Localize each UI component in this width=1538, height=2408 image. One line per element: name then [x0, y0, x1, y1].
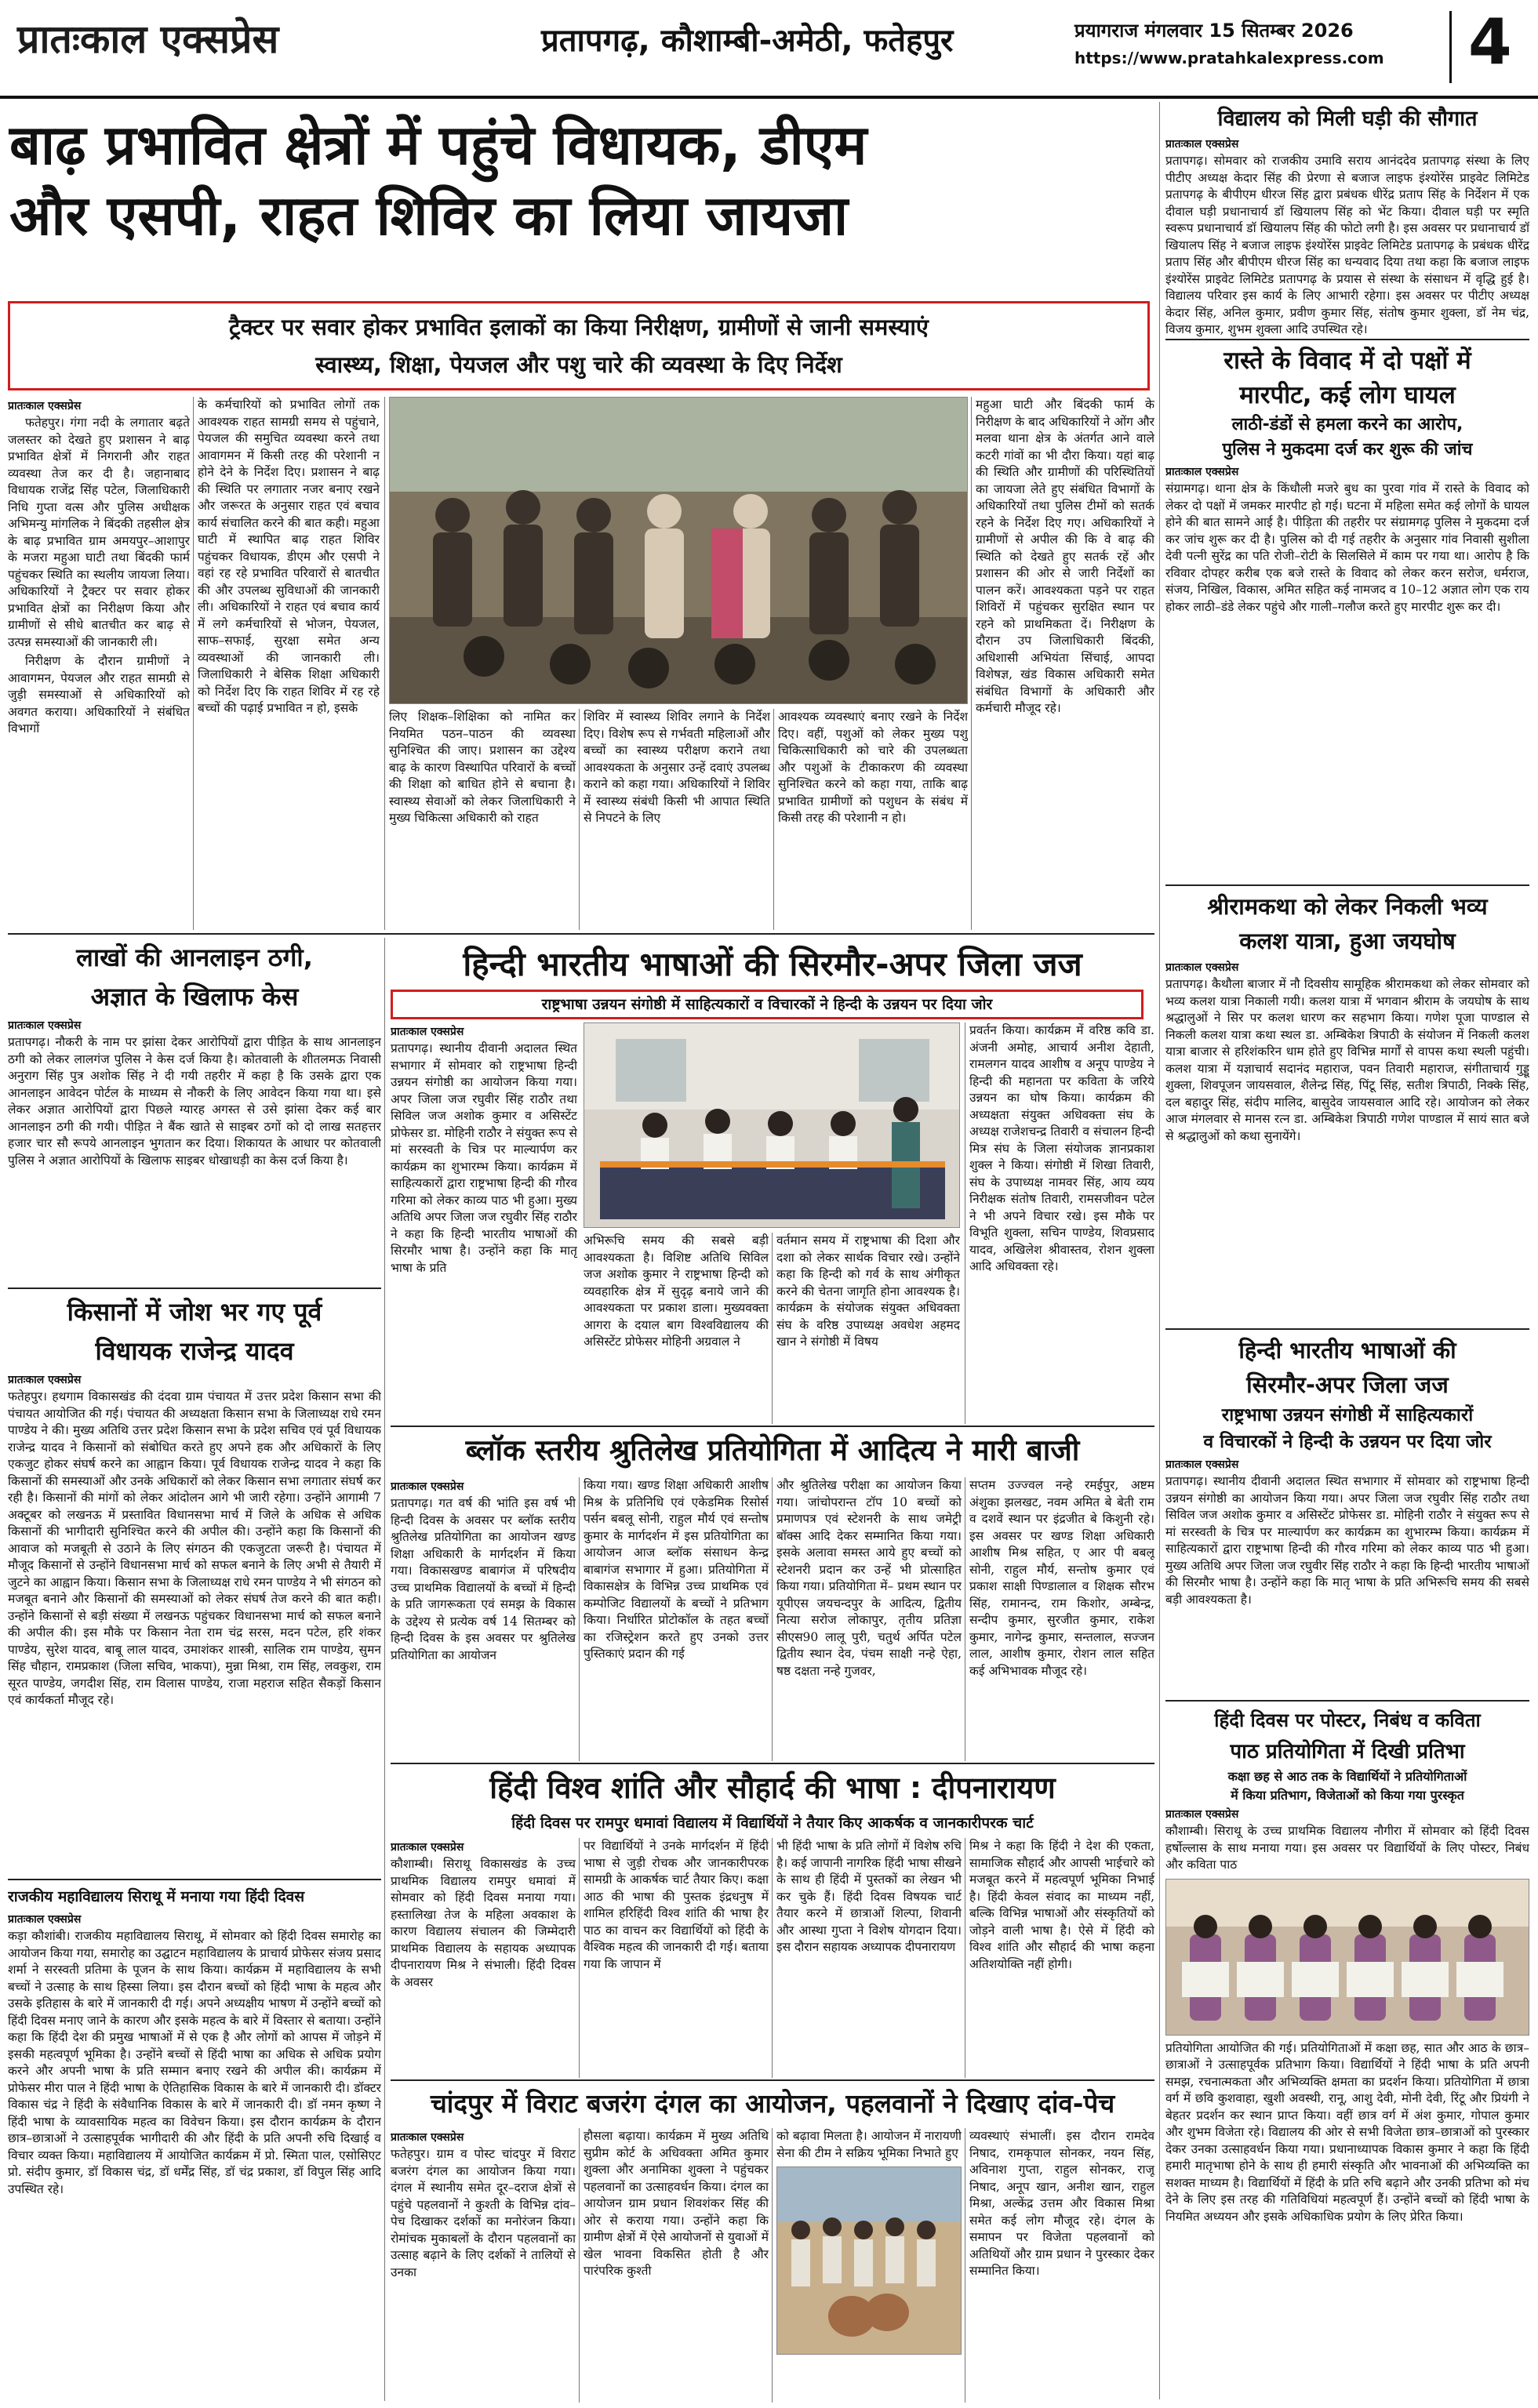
center-peace-text: मिश्र ने कहा कि हिंदी ने देश की एकता, सामाजिक सौहार्द और आपसी भाईचारे को मजबूत करने में महत्वपूर्ण भूमिका निभाई है। हिंदी केवल संवाद का माध्यम नहीं, बल्कि विभिन्न भाषाओं और संस्कृतियों को जोड़ने वाली भाषा है। ऐसे में हिंदी को विश्व शांति और सौहार्द की भाषा कहना अतिशयोक्ति नहीं होगी। [969, 1839, 1154, 1971]
lead-column-1 [8, 397, 190, 930]
center-wrestling-byline: प्रातःकाल एक्सप्रेस [391, 2131, 464, 2144]
story-rule [1165, 339, 1529, 340]
center-peace-col-3 [776, 1838, 962, 2078]
center-peace-col-1 [391, 1838, 576, 2078]
lead-deck-line1: ट्रैक्टर पर सवार होकर प्रभावित इलाकों का किया निरीक्षण, ग्रामीणों से जानी समस्याएं [229, 314, 929, 340]
right-poster-headline-2: पाठ प्रतियोगिता में दिखी प्रतिभा [1230, 1740, 1465, 1763]
lead-photo-illustration [390, 398, 968, 704]
masthead-paper-name: प्रातःकाल एक्सप्रेस [17, 16, 279, 62]
left-college-headline: राजकीय महाविद्यालय सिराथू में मनाया गया हिंदी दिवस [8, 1888, 305, 1905]
story-rule [8, 933, 1154, 935]
lead-deck-line2: स्वास्थ्य, शिक्षा, पेयजल और पशु चारे की व्यवस्था के दिए निर्देश [315, 351, 842, 378]
column-rule [193, 397, 194, 930]
right-poster-text-bottom: प्रतियोगिता आयोजित की गई। प्रतियोगिताओं में कक्षा छह, सात और आठ के छात्र–छात्राओं ने उत्साहपूर्वक प्रतिभाग किया। विद्यार्थियों ने हिंदी भाषा के प्रति अपनी समझ, रचनात्मकता और अभिव्यक्ति क्षमता का प्रदर्शन किया। प्रतियोगिता में छात्रा वर्ग में छवि कुशवाहा, खुशी अवस्थी, रानू, आशु देवी, मोनी देवी, रिंटू और प्रियंगी ने बेहतर प्रदर्शन कर स्थान प्राप्त किया। वहीं छात्र वर्ग में अंश कुमार, गोपाल कुमार और शुभम विजेता रहे। विद्यालय की ओर से सभी विजेता छात्र–छात्राओं को पुरस्कार देकर उनका उत्साहवर्धन किया गया। प्रधानाध्यापक विकास कुमार ने कहा कि हिंदी हमारी मातृभाषा होने के साथ ही हमारी संस्कृति और भावनाओं की अभिव्यक्ति का सशक्त माध्यम है। विद्यार्थियों में हिंदी के प्रति रुचि बढ़ाने और उनकी प्रतिभा को मंच देने के लिए इस तरह की गतिविधियां महत्वपूर्ण हैं। उन्होंने बच्चों को हिंदी भाषा के नियमित अध्ययन और इसके अधिकाधिक प्रयोग के लिए प्रेरित किया। [1165, 2040, 1529, 2224]
right-poster-story [1165, 1705, 1529, 2403]
story-rule [391, 1763, 1154, 1764]
lead-photo-caption-a [389, 709, 576, 930]
right-hindi-sub-2: व विचारकों ने हिन्दी के उन्नयन पर दिया जोर [1203, 1432, 1492, 1452]
right-fight-sub-1: लाठी-डंडों से हमला करने का आरोप, [1231, 415, 1463, 434]
lead-byline: प्रातःकाल एक्सप्रेस [8, 400, 82, 412]
column-rule [971, 397, 972, 930]
lead-column-2 [198, 397, 380, 930]
right-watch-text: प्रतापगढ़। सोमवार को राजकीय उमावि सराय आनंददेव प्रतापगढ़ संस्था के लिए पीटीए अध्यक्ष केदार सिंह की प्रेरणा से बजाज लाइफ इंश्योरेंस प्राइवेट लिमिटेड प्रतापगढ़ के बीपीएम धीरज सिंह द्वारा प्रबंधक धीरेंद्र प्रताप सिंह के निर्देशन में एक दीवाल घड़ी प्रधानाचार्य डॉ खियालप सिंह को भेंट किया। दीवाल घड़ी पर स्मृति स्वरूप प्रधानाचार्य डॉ खियालप सिंह की फोटो लगी है। इस अवसर पर प्रधानाचार्य डॉ खियालप सिंह ने बजाज लाइफ इंश्योरेंस प्राइवेट लिमिटेड प्रतापगढ़ के प्रबंधक धीरेंद्र प्रताप सिंह और बीपीएम धीरज सिंह का धन्यवाद दिया तथा कहा कि बजाज लाइफ इंश्योरेंस प्राइवेट लिमिटेड प्रतापगढ़ के प्रयास से संस्था के संसाधन में वृद्धि हुई है। विद्यालय परिवार इस कार्य के लिए आभारी रहेगा। इस अवसर पर पीटीए अध्यक्ष केदार सिंह, अनिल कुमार, प्रवीण कुमार सिंह, संतोष कुमार शुक्ला, डॉ नेम चंद्र, विजय कुमार, शुभम शुक्ला आदि उपस्थित रहे। [1165, 154, 1529, 336]
right-kalash-headline-1: श्रीरामकथा को लेकर निकली भव्य [1207, 893, 1488, 920]
center-block-col-3 [776, 1477, 962, 1761]
left-college-text: कड़ा कौशांबी। राजकीय महाविद्यालय सिराथू, में सोमवार को हिंदी दिवस समारोह का आयोजन किया गया, समारोह का उद्घाटन महाविद्यालय के प्राचार्य प्रोफेसर संजय प्रसाद शर्मा ने सरस्वती प्रतिमा के पूजन के साथ किया। कार्यक्रम में महाविद्यालय के सभी बच्चों ने उत्साह के साथ हिस्सा लिया। इस दौरान बच्चों को हिंदी भाषा के महत्व और उसके इतिहास के बारे में जानकारी दी गई। अपने अध्यक्षीय भाषण में उन्होंने बच्चों को हिंदी दिवस मनाए जाने के कारण और इसके महत्व के बारे में विस्तार से बताया। उन्होंने कहा कि हिंदी देश की प्रमुख भाषाओं में से एक है और लोगों को आपस में जोड़ने में इसकी महत्वपूर्ण भूमिका है। उन्होंने बच्चों से हिंदी भाषा का अधिक से अधिक प्रयोग करने और अपनी भाषा के प्रति सम्मान बनाए रखने की अपील की। कार्यक्रम में प्रोफेसर मीरा पाल ने हिंदी भाषा के ऐतिहासिक विकास के बारे में जानकारी दी। डॉक्टर विकास चंद्र ने हिंदी के संवैधानिक विकास के बारे में जानकारी दी। डॉ नमन कृष्ण ने हिंदी भाषा के व्यावसायिक महत्व का विवेचन किया। इस दौरान कार्यक्रम के दौरान छात्र–छात्राओं ने उत्साहपूर्वक भागीदारी की और हिंदी के प्रति अपनी रुचि दिखाई व विचार व्यक्त किया। महाविद्यालय में आयोजित कार्यक्रम में प्रो. स्मिता पाल, एसोसिएट प्रो. संदीप कुमार, डॉ विकास चंद्र, डॉ धर्मेंद्र सिंह, डॉ चंद्र प्रकाश, डॉ विपुल सिंह आदि उपस्थित रहे। [8, 1929, 381, 2196]
center-hindi-col-3 [776, 1233, 960, 1424]
column-rule [772, 1477, 773, 1761]
right-watch-headline: विद्यालय को मिली घड़ी की सौगात [1217, 107, 1478, 131]
page-column-rule [1159, 102, 1160, 2399]
right-hindi-headline-1: हिन्दी भारतीय भाषाओं की [1238, 1337, 1456, 1364]
center-hindi-text: प्रतापगढ़। स्थानीय दीवानी अदालत स्थित सभागार में सोमवार को राष्ट्रभाषा हिन्दी उन्नयन संगोष्ठी का आयोजन किया गया। अपर जिला जज रघुवीर सिंह राठौर तथा सिविल जज अशोक कुमार व असिस्टेंट प्रोफेसर डा. मोहिनी राठौर ने संयुक्त रूप से मां सरस्वती के चित्र पर माल्यार्पण कर कार्यक्रम का शुभारम्भ किया। कार्यक्रम में साहित्यकारों द्वारा राष्ट्रभाषा हिन्दी की गौरव गरिमा को लेकर काव्य पाठ भी हुआ। मुख्य अतिथि अपर जिला जज रघुवीर सिंह राठौर ने कहा कि हिन्दी भारतीय भाषाओं की सिरमौर भाषा है। उन्होंने कहा कि मातृ भाषा के प्रति [391, 1041, 577, 1275]
right-watch-byline: प्रातःकाल एक्सप्रेस [1165, 138, 1239, 151]
right-fight-story-continued [1165, 627, 1529, 883]
right-hindi-byline: प्रातःकाल एक्सप्रेस [1165, 1458, 1239, 1471]
lead-headline-line2: और एसपी, राहत शिविर का लिया जायजा [9, 183, 849, 248]
story-rule [1165, 1328, 1529, 1330]
masthead-page-number: 4 [1468, 5, 1512, 78]
center-wrestling-photo-illustration [777, 2167, 961, 2354]
story-rule [391, 1426, 1154, 1427]
center-peace-col-2 [584, 1838, 769, 2078]
right-poster-headline-1: हिंदी दिवस पर पोस्टर, निबंध व कविता [1214, 1709, 1481, 1731]
column-rule [772, 1233, 773, 1424]
right-kalash-text: प्रतापगढ़। कैथौला बाजार में नौ दिवसीय सामूहिक श्रीरामकथा को लेकर सोमवार को भव्य कलश यात्रा निकाली गयी। कलश यात्रा में भगवान श्रीराम के जयघोष के साथ श्रद्धालुओं ने सिर पर कलश धारण कर सहभाग किया। गणेश पूजा पाण्डाल से निकली कलश यात्रा कथा स्थल डा. अम्बिकेश त्रिपाठी के संयोजन में निकली कलश यात्रा बाजार से हरिशंकरिन धाम होते हुए विभिन्न मार्गों से वापस कथा स्थली पहुंची। कलश यात्रा में यज्ञाचार्य सदानंद महाराज, पवन तिवारी महाराज, संगीताचार्य गुड्डू शुक्ला, शिवपूजन जायसवाल, शैलेन्द्र सिंह, पिंटू सिंह, सतीश त्रिपाठी, निक्के सिंह, दल बहादुर सिंह, संदीप मालिद, बासुदेव जायसवाल आदि रहे। आयोजन को लेकर आज मंगलवार से मानस रत्न डा. अम्बिकेश त्रिपाठी गणेश पाण्डाल में सायं सात बजे से श्रद्धालुओं को कथा सुनायेंगे। [1165, 977, 1529, 1143]
column-rule [772, 1838, 773, 2078]
center-hindi-headline: हिन्दी भारतीय भाषाओं की सिरमौर-अपर जिला जज [463, 945, 1082, 983]
lead-photo [389, 397, 968, 704]
center-hindi-byline: प्रातःकाल एक्सप्रेस [391, 1026, 464, 1038]
center-block-text: सप्तम उज्ज्वल नन्हे रमईपुर, अष्टम अंशुका झलखट, नवम अमित बे बेती राम व दशवें स्थान पर इंद्रजीत बे किशुनी रहे। इस अवसर पर खण्ड शिक्षा अधिकारी आशीष मिश्र सहित, ए आर पी बबलू सोनी, राहुल मौर्य, सन्तोष कुमार एवं प्रकाश साक्षी पिण्डालाल व शिक्षक सौरभ सिंह, रामानन्द, राम किशोर, अम्बेन्द्र, सन्दीप कुमार, सुरजीत कुमार, राकेश कुमार, नागेन्द्र कुमार, सन्तलाल, सज्जन लाल, आशीष कुमार, रोशन लाल सहित कई अभिभावक मौजूद रहे। [969, 1478, 1154, 1678]
center-block-headline: ब्लॉक स्तरीय श्रुतिलेख प्रतियोगिता में आदित्य ने मारी बाजी [465, 1433, 1080, 1467]
masthead-website: https://www.pratahkalexpress.com [1074, 49, 1384, 67]
left-college-byline: प्रातःकाल एक्सप्रेस [8, 1913, 82, 1926]
right-hindi-headline-2: सिरमौर-अपर जिला जज [1246, 1371, 1449, 1398]
right-hindi-story [1165, 1333, 1529, 1700]
right-kalash-headline-2: कलश यात्रा, हुआ जयघोष [1239, 928, 1456, 954]
lead-headline-line1: बाढ़ प्रभावित क्षेत्रों में पहुंचे विधायक, डीएम [9, 113, 867, 177]
right-fight-text: संग्रामगढ़। थाना क्षेत्र के किंधौली मजरे बुध का पुरवा गांव में रास्ते के विवाद को लेकर दो पक्षों में जमकर मारपीट हो गई। घटना में महिला समेत कई लोगों के घायल होने की बात सामने आई है। पीड़िता की तहरीर पर संग्रामगढ़ पुलिस ने मुकदमा दर्ज कर जांच शुरू कर दी है। पुलिस को दी गई तहरीर के अनुसार गांव निवासी सुशीला देवी पत्नी सुरेंद्र का पति रोजी–रोटी के सिलसिले में काम पर गया था। आरोप है कि रविवार दोपहर करीब एक बजे रास्ते के विवाद को लेकर करन सरोज, धर्मराज, संजय, निखिल, विकास, अमित सहित कई नामजद व 10–12 अज्ञात लोग एक राय होकर लाठी–डंडे लेकर पहुंचे और गाली–गलौज करते हुए मारपीट शुरू कर दी। [1165, 481, 1529, 614]
column-rule [579, 709, 580, 930]
column-rule [579, 1838, 580, 2078]
story-rule [1165, 884, 1529, 886]
right-fight-story [1165, 343, 1529, 627]
center-wrestling-col-1 [391, 2128, 576, 2403]
masthead-districts: प्रतापगढ़, कौशाम्बी-अमेठी, फतेहपुर [541, 23, 954, 59]
center-wrestling-col-2 [584, 2128, 769, 2403]
center-peace-text: पर विद्यार्थियों ने उनके मार्गदर्शन में हिंदी भाषा से जुड़ी रोचक और जानकारीपरक सामग्री के आकर्षक चार्ट तैयार किए। कक्षा आठ की भाषा की पुस्तक इंद्रधनुष में शामिल हरिहिंदी विश्व शांति की भाषा हैर पाठ का वाचन कर विद्यार्थियों को हिंदी के वैश्विक महत्व की जानकारी दी गई। बताया गया कि जापान में [584, 1839, 769, 1971]
lead-paragraph: लिए शिक्षक–शिक्षिका को नामित कर नियमित पठन–पाठन की व्यवस्था सुनिश्चित की जाए। प्रशासन का उद्देश्य बाढ़ के कारण विस्थापित परिवारों के बच्चों की शिक्षा को बाधित होने से बचाना है। स्वास्थ्य सेवाओं को लेकर जिलाधिकारी ने मुख्य चिकित्सा अधिकारी को राहत [389, 710, 576, 825]
column-rule [384, 397, 385, 930]
center-block-text: और श्रुतिलेख परीक्षा का आयोजन किया गया। जांचोपरान्त टॉप 10 बच्चों को प्रमाणपत्र एवं स्टेशनरी के साथ जमेट्री बॉक्स आदि देकर सम्मानित किया गया। इसके अलावा समस्त आये हुए बच्चों को स्टेशनरी प्रदान कर उन्हें भी प्रोत्साहित किया गया। प्रतियोगिता में– प्रथम स्थान पर यूपीएस जयचन्दपुर के आदित्य, द्वितीय नित्या सरोज लोकापुर, तृतीय प्रतिज्ञा सीएस90 लालू पुरी, चतुर्थ अर्पित पटेल द्वितीय स्थान देव, पंचम साक्षी नन्हे ऐहा, षष्ठ दक्षता नन्हे गुजवर, [776, 1478, 962, 1678]
column-rule [579, 1477, 580, 1761]
masthead-rule [0, 96, 1538, 99]
center-block-col-1 [391, 1477, 576, 1761]
center-block-col-4 [969, 1477, 1154, 1761]
masthead [0, 0, 1538, 99]
left-fraud-byline: प्रातःकाल एक्सप्रेस [8, 1019, 82, 1032]
center-block-text: किया गया। खण्ड शिक्षा अधिकारी आशीष मिश्र के प्रतिनिधि एवं एकेडमिक रिसोर्स पर्सन बबलू सोनी, राहुल मौर्य एवं सन्तोष कुमार के मार्गदर्शन में इस प्रतियोगिता का आयोजन आज ब्लॉक संसाधन केन्द्र बाबागंज सभागार में हुआ। प्रतियोगिता में विकासक्षेत्र के विभिन्न उच्च प्राथमिक एवं कम्पोजिट विद्यालयों के बच्चों ने प्रतिभाग किया। निर्धारित प्रोटोकॉल के तहत बच्चों का रजिस्ट्रेशन करते हुए उनको उत्तर पुस्तिकाएं प्रदान की गई [584, 1478, 769, 1661]
lead-deck [8, 301, 1150, 390]
center-hindi-photo [584, 1022, 960, 1228]
left-fraud-story [8, 938, 381, 1286]
center-wrestling-text: हौसला बढ़ाया। कार्यक्रम में मुख्य अतिथि सुप्रीम कोर्ट के अधिवक्ता अमित कुमार शुक्ला और अनामिका शुक्ला ने पहुंचकर पहलवानों का उत्साहवर्धन किया। दंगल का आयोजन ग्राम प्रधान शिवशंकर सिंह की ओर से कराया गया। उन्होंने कहा कि ग्रामीण क्षेत्रों में ऐसे आयोजनों से युवाओं में खेल भावना विकसित होती है और पारंपरिक कुश्ती [584, 2129, 769, 2278]
story-rule [8, 1288, 381, 1289]
center-peace-byline: प्रातःकाल एक्सप्रेस [391, 1841, 464, 1854]
lead-paragraph: के कर्मचारियों को प्रभावित लोगों तक आवश्यक राहत सामग्री समय से पहुंचाने, पेयजल की समुचित व्यवस्था करने तथा आवागमन में किसी तरह की परेशानी न होने देने के निर्देश दिए। प्रशासन ने बाढ़ की स्थिति पर लगातार नजर बनाए रखने और जरूरत के अनुसार राहत एवं बचाव कार्य संचालित करने की बात कही। महुआ घाटी में स्थापित बाढ़ राहत शिविर पहुंचकर विधायक, डीएम और एसपी ने वहां रह रहे प्रभावित परिवारों से बातचीत की और उपलब्ध सुविधाओं की जानकारी ली। अधिकारियों ने राहत एवं बचाव कार्य में लगे कर्मचारियों से भोजन, पेयजल, साफ–सफाई, सुरक्षा समेत अन्य व्यवस्थाओं की जानकारी ली। जिलाधिकारी ने बेसिक शिक्षा अधिकारी को निर्देश दिए कि राहत शिविर में रह रहे बच्चों की पढ़ाई प्रभावित न हो, इसके [198, 398, 380, 715]
left-fraud-headline-1: लाखों की आनलाइन ठगी, [76, 942, 313, 972]
center-wrestling-text: फतेहपुर। ग्राम व पोस्ट चांदपुर में विराट बजरंग दंगल का आयोजन किया गया। दंगल में स्थानीय समेत दूर–दराज क्षेत्रों से पहुंचे पहलवानों ने कुश्ती के विभिन्न दांव–पेच दिखाकर दर्शकों का मनोरंजन किया। रोमांचक मुकाबलों के दौरान पहलवानों का उत्साह बढ़ाने के लिए दर्शकों ने तालियों से उनका [391, 2147, 576, 2279]
left-farmers-story [8, 1292, 381, 1876]
right-poster-photo-illustration [1166, 1880, 1529, 2035]
center-peace-deck: हिंदी दिवस पर रामपुर धमावां विद्यालय में विद्यार्थियों ने तैयार किए आकर्षक व जानकारीपरक चार्ट [511, 1814, 1034, 1832]
masthead-separator [1449, 11, 1452, 83]
center-hindi-text: अभिरूचि समय की सबसे बड़ी आवश्यकता है। विशिष्ट अतिथि सिविल जज अशोक कुमार ने राष्ट्रभाषा हिन्दी को व्यवहारिक क्षेत्र में सुदृढ़ बनाये जाने की आवश्यकता पर प्रकाश डाला। मुख्यवक्ता आगरा के दयाल बाग विश्वविद्यालय की असिस्टेंट प्रोफेसर मोहिनी अग्रवाल ने [584, 1233, 769, 1349]
center-block-col-2 [584, 1477, 769, 1761]
column-rule [579, 2128, 580, 2403]
left-farmers-headline-1: किसानों में जोश भर गए पूर्व [67, 1297, 322, 1327]
column-rule [773, 709, 774, 930]
center-wrestling-text: को बढ़ावा मिलता है। आयोजन में नारायणी सेना की टीम ने सक्रिय भूमिका निभाते हुए [776, 2129, 962, 2160]
center-wrestling-col-4 [969, 2128, 1154, 2403]
left-fraud-headline-2: अज्ञात के खिलाफ केस [90, 982, 299, 1012]
center-wrestling-col-3 [776, 2128, 962, 2403]
center-peace-col-4 [969, 1838, 1154, 2078]
right-kalash-byline: प्रातःकाल एक्सप्रेस [1165, 961, 1239, 974]
center-hindi-photo-illustration [584, 1023, 960, 1228]
lead-photo-caption-b [584, 709, 770, 930]
center-hindi-col-1 [391, 1022, 577, 1424]
center-hindi-col-2 [584, 1233, 769, 1424]
right-kalash-story [1165, 889, 1529, 1328]
lead-photo-caption-c [778, 709, 968, 930]
right-hindi-text: प्रतापगढ़। स्थानीय दीवानी अदालत स्थित सभागार में सोमवार को राष्ट्रभाषा हिन्दी उन्नयन संगोष्ठी का आयोजन किया गया। अपर जिला जज रघुवीर सिंह राठौर तथा सिविल जज अशोक कुमार व असिस्टेंट प्रोफेसर डा. मोहिनी राठौर ने संयुक्त रूप से मां सरस्वती के चित्र पर माल्यार्पण कर कार्यक्रम का शुभारम्भ किया। कार्यक्रम में साहित्यकारों द्वारा राष्ट्रभाषा हिन्दी की गौरव गरिमा को लेकर काव्य पाठ भी हुआ। मुख्य अतिथि अपर जिला जज रघुवीर सिंह राठौर ने कहा कि हिन्दी भारतीय भाषाओं की सिरमौर भाषा है। उन्होंने कहा कि मातृ भाषा के प्रति अभिरूचि समय की सबसे बड़ी आवश्यकता है। [1165, 1474, 1529, 1607]
lead-paragraph: निरीक्षण के दौरान ग्रामीणों ने आवागमन, पेयजल और राहत सामग्री से जुड़ी समस्याओं से अधिकारियों को अवगत कराया। अधिकारियों ने संबंधित विभागों [8, 654, 190, 735]
center-wrestling-headline: चांदपुर में विराट बजरंग दंगल का आयोजन, पहलवानों ने दिखाए दांव-पेच [430, 2088, 1115, 2119]
center-wrestling-text: व्यवस्थाएं संभालीं। इस दौरान रामदेव निषाद, रामकृपाल सोनकर, नयन सिंह, अविनाश गुप्ता, राहुल सोनकर, राजू निषाद, अनूप खान, अनीश खान, राहुल मिश्रा, अल्केंद्र उत्तम और विकास मिश्रा समेत कई लोग मौजूद रहे। दंगल के समापन पर विजेता पहलवानों को अतिथियों और ग्राम प्रधान ने पुरस्कार देकर सम्मानित किया। [969, 2129, 1154, 2278]
center-block-text: प्रतापगढ़। गत वर्ष की भांति इस वर्ष भी हिन्दी दिवस के अवसर पर ब्लॉक स्तरीय श्रुतिलेख प्रतियोगिता का आयोजन खण्ड शिक्षा अधिकारी के मार्गदर्शन में किया गया। विकासखण्ड बाबागंज में परिषदीय उच्च प्राथमिक विद्यालयों के बच्चों में हिन्दी के प्रति जागरूकता एवं समझ के विकास के उद्देश्य से प्रत्येक वर्ष 14 सितम्बर को हिन्दी दिवस के इस अवसर पर श्रुतिलेख प्रतियोगिता का आयोजन [391, 1496, 576, 1662]
right-hindi-sub-1: राष्ट्रभाषा उन्नयन संगोष्ठी में साहित्यकारों [1221, 1405, 1474, 1426]
lead-column-5 [976, 397, 1154, 930]
right-fight-headline-2: मारपीट, कई लोग घायल [1239, 381, 1456, 409]
right-poster-text-top: कौशाम्बी। सिराथू के उच्च प्राथमिक विद्यालय नौगीरा में सोमवार को हिंदी दिवस हर्षोल्लास के साथ मनाया गया। इस अवसर पर विद्यार्थियों के लिए पोस्टर, निबंध और कविता पाठ [1165, 1824, 1529, 1872]
right-poster-sub-1: कक्षा छह से आठ तक के विद्यार्थियों ने प्रतियोगिताओं [1227, 1769, 1467, 1784]
right-fight-byline: प्रातःकाल एक्सप्रेस [1165, 466, 1239, 478]
right-poster-photo [1165, 1879, 1529, 2036]
left-college-story [8, 1883, 381, 2403]
column-rule [384, 938, 385, 2401]
masthead-dateline: प्रयागराज मंगलवार 15 सितम्बर 2026 [1074, 20, 1354, 42]
center-hindi-text: वर्तमान समय में राष्ट्रभाषा की दिशा और दशा को लेकर सार्थक विचार रखे। उन्होंने कहा कि हिन्दी को गर्व के साथ अंगीकृत करने की चेतना जागृति होना आवश्यक है। कार्यक्रम के संयोजक संयुक्त अधिवक्ता संघ के वरिष्ठ उपाध्यक्ष अवधेश अहमद खान ने संगोष्ठी में विषय [776, 1233, 960, 1349]
center-wrestling-photo [776, 2166, 962, 2355]
column-rule [772, 2128, 773, 2403]
center-block-byline: प्रातःकाल एक्सप्रेस [391, 1480, 464, 1493]
center-peace-headline: हिंदी विश्व शांति और सौहार्द की भाषा : दीपनारायण [489, 1771, 1056, 1805]
lead-headline [9, 110, 1154, 251]
right-poster-sub-2: में किया प्रतिभाग, विजेताओं को किया गया पुरस्कृत [1231, 1788, 1464, 1803]
center-hindi-text: प्रवर्तन किया। कार्यक्रम में वरिष्ठ कवि डा. अंजनी अमोह, आचार्य अनीश देहाती, रामलगन यादव आशीष व अनूप पाण्डेय ने हिन्दी की महानता पर कविता के जरिये उन्नयन का घोष किया। कार्यक्रम की अध्यक्षता संयुक्त अधिवक्ता संघ के अध्यक्ष राजेशचन्द्र तिवारी व संचालन हिन्दी मित्र संघ के जिला संयोजक ज्ञानप्रकाश शुक्ल ने किया। संगोष्ठी में शिखा तिवारी, संघ के उपाध्यक्ष नामवर सिंह, आय व्यय निरीक्षक संतोष तिवारी, रामसजीवन पटेल ने भी अपने विचार रखे। इस मौके पर विभूति शुक्ला, सचिन पाण्डेय, शिवप्रसाद यादव, अखिलेश श्रीवास्तव, रोशन शुक्ला आदि अधिवक्ता रहे। [969, 1023, 1154, 1273]
right-fight-headline-1: रास्ते के विवाद में दो पक्षों में [1223, 347, 1471, 375]
left-farmers-headline-2: विधायक राजेन्द्र यादव [95, 1336, 294, 1366]
story-rule [8, 1879, 381, 1880]
center-hindi-deck: राष्ट्रभाषा उन्नयन संगोष्ठी में साहित्यकारों व विचारकों ने हिन्दी के उन्नयन पर दिया जोर [391, 990, 1144, 1019]
right-watch-story [1165, 104, 1529, 339]
right-fight-sub-2: पुलिस ने मुकदमा दर्ज कर शुरू की जांच [1222, 440, 1473, 459]
center-hindi-col-4 [969, 1022, 1154, 1424]
right-poster-byline: प्रातःकाल एक्सप्रेस [1165, 1808, 1239, 1821]
lead-paragraph: फतेहपुर। गंगा नदी के लगातार बढ़ते जलस्तर को देखते हुए प्रशासन ने बाढ़ प्रभावित क्षेत्रों में निगरानी और राहत व्यवस्था तेज कर दी है। जहानाबाद विधायक राजेंद्र सिंह पटेल, जिलाधिकारी निधि गुप्ता वत्स और पुलिस अधीक्षक अभिमन्यु मांगलिक ने बिंदकी तहसील क्षेत्र के बाढ़ प्रभावित ग्राम अमयपुर–आशापुर के मजरा महुआ घाटी तथा बिंदकी फार्म पहुंचकर स्थिति का स्थलीय जायजा लिया। अधिकारियों ने ट्रैक्टर पर सवार होकर प्रभावित क्षेत्रों का निरीक्षण किया और ग्रामीणों से सीधे बातचीत कर बाढ़ से उत्पन्न समस्याओं की जानकारी ली। [8, 416, 190, 649]
center-peace-text: भी हिंदी भाषा के प्रति लोगों में विशेष रुचि है। कई जापानी नागरिक हिंदी भाषा सीखने के साथ ही हिंदी में पुस्तकों का लेखन भी कर चुके हैं। हिंदी दिवस विषयक चार्ट तैयार करने में छात्राओं शिल्पा, शिवानी और आस्था गुप्ता ने विशेष योगदान दिया। इस दौरान सहायक अध्यापक दीपनारायण [776, 1839, 962, 1954]
lead-paragraph: शिविर में स्वास्थ्य शिविर लगाने के निर्देश दिए। विशेष रूप से गर्भवती महिलाओं और बच्चों का स्वास्थ्य परीक्षण कराने तथा आवश्यकता के अनुसार उन्हें दवाएं उपलब्ध कराने को कहा गया। अधिकारियों ने शिविर में स्वास्थ्य संबंधी किसी भी आपात स्थिति से निपटने के लिए [584, 710, 770, 825]
story-rule [1165, 1700, 1529, 1702]
story-rule [391, 2079, 1154, 2081]
left-fraud-text: प्रतापगढ़। नौकरी के नाम पर झांसा देकर आरोपियों द्वारा पीड़ित के साथ आनलाइन ठगी को लेकर लालगंज पुलिस ने केस दर्ज किया है। कोतवाली के शीतलमऊ निवासी अनुराग सिंह पुत्र अशोक सिंह ने दी गयी तहरीर में कहा है कि उसके द्वारा एक आनलाइन आवेदन पोर्टल के माध्यम से नौकरी के लिए आवेदन किया गया था। इसे लेकर अज्ञात आरोपियों द्वारा पिछले ग्यारह अगस्त से उसे झांसा देकर कई बार आनलाइन ठगी की गयी। पीड़ित ने बैंक खाते से साइबर ठगों को दो लाख सतहत्तर हजार चार सौ रूपये आनलाइन भुगतान कर दिया। शिकायत के आधार पर कोतवाली पुलिस ने अज्ञात आरोपियों के खिलाफ साइबर धोखाधड़ी का केस दर्ज किया है। [8, 1035, 381, 1168]
left-farmers-byline: प्रातःकाल एक्सप्रेस [8, 1374, 82, 1386]
lead-paragraph: आवश्यक व्यवस्थाएं बनाए रखने के निर्देश दिए। वहीं, पशुओं को लेकर मुख्य पशु चिकित्साधिकारी को चारे की उपलब्धता और पशुओं के टीकाकरण की व्यवस्था सुनिश्चित करने को कहा गया, ताकि बाढ़ प्रभावित ग्रामीणों को पशुधन के संबंध में किसी तरह की परेशानी न हो। [778, 710, 968, 825]
lead-paragraph: महुआ घाटी और बिंदकी फार्म के निरीक्षण के बाद अधिकारियों ने ओंग और मलवा थाना क्षेत्र के अंतर्गत आने वाले कटरी गांवों का भी दौरा किया। यहां बाढ़ की स्थिति और ग्रामीणों की परिस्थितियों का जायजा लेते हुए संबंधित विभागों के अधिकारियों तथा पुलिस टीमों को सतर्क रहने के निर्देश दिए गए। अधिकारियों ने ग्रामीणों से अपील की कि वे बाढ़ की स्थिति को देखते हुए सतर्क रहें और प्रशासन की ओर से जारी निर्देशों का पालन करें। आवश्यकता पड़ने पर राहत शिविरों में पहुंचकर सुरक्षित स्थान पर रहने को प्राथमिकता दें। निरीक्षण के दौरान उप जिलाधिकारी बिंदकी, अधिशासी अभियंता सिंचाई, आपदा विशेषज्ञ, खंड विकास अधिकारी समेत संबंधित विभागों के अधिकारी और कर्मचारी मौजूद रहे। [976, 398, 1154, 715]
center-peace-text: कौशाम्बी। सिराथू विकासखंड के उच्च प्राथमिक विद्यालय रामपुर धमावां में सोमवार को हिंदी दिवस मनाया गया। हस्तालिखा तेज के महिला अवकाश के कारण विद्यालय संचालन की जिम्मेदारी प्राथमिक विद्यालय के सहायक अध्यापक दीपनारायण मिश्र ने संभाली। हिंदी दिवस के अवसर [391, 1857, 576, 1989]
left-farmers-text: फतेहपुर। हथगाम विकासखंड की दंदवा ग्राम पंचायत में उत्तर प्रदेश किसान सभा की पंचायत आयोजित की गई। पंचायत की अध्यक्षता किसान सभा के जिलाध्यक्ष राधे रमन पाण्डेय ने की। मुख्य अतिथि उत्तर प्रदेश किसान सभा के प्रदेश सचिव एवं पूर्व विधायक राजेन्द्र यादव ने किसानों को संबोधित करते हुए अपने हक और अधिकारों के लिए एकजुट होकर संघर्ष करने का आह्वान किया। पूर्व विधायक राजेन्द्र यादव ने कहा कि किसानों की समस्याओं और उनके अधिकारों को लेकर किसान सभा लगातार संघर्ष कर रही है। किसानों की मांगों को लेकर आंदोलन आगे भी जारी रहेगा। उन्होंने आगामी 7 अक्टूबर को लखनऊ में प्रस्तावित विधानसभा मार्च में जिले के अधिक से अधिक किसानों की भागीदारी सुनिश्चित करने की अपील की। उन्होंने कहा कि किसानों की आवाज को मजबूती से उठाने के लिए संगठन की एकजुटता जरूरी है। पंचायत में मौजूद किसानों से उन्होंने विधानसभा मार्च को सफल बनाने के लिए अभी से तैयारी में जुटने का आह्वान किया। किसान सभा के जिलाध्यक्ष राधे रमन पाण्डेय ने भी संगठन को मजबूत बनाने और किसानों की समस्याओं को लेकर संघर्ष तेज करने की बात कही। उन्होंने किसानों से बड़ी संख्या में लखनऊ पहुंचकर विधानसभा मार्च को सफल बनाने की अपील की। इस मौके पर किसान नेता राम चंद्र सरस, मदन पटेल, हरि शंकर पाण्डेय, सुरेश यादव, बाबू लाल यादव, उमाशंकर शास्त्री, सालिक राम पाण्डेय, सुमन सिंह चौहान, रामप्रकाश (जिला सचिव, भाकपा), मुन्ना मिश्रा, राम सिंह, लवकुश, राम सूरत पाण्डेय, जगदीश सिंह, राम विलास पाण्डेय, राजा महराज सहित सैकड़ों किसान एवं कार्यकर्ता मौजूद रहे। [8, 1389, 381, 1707]
